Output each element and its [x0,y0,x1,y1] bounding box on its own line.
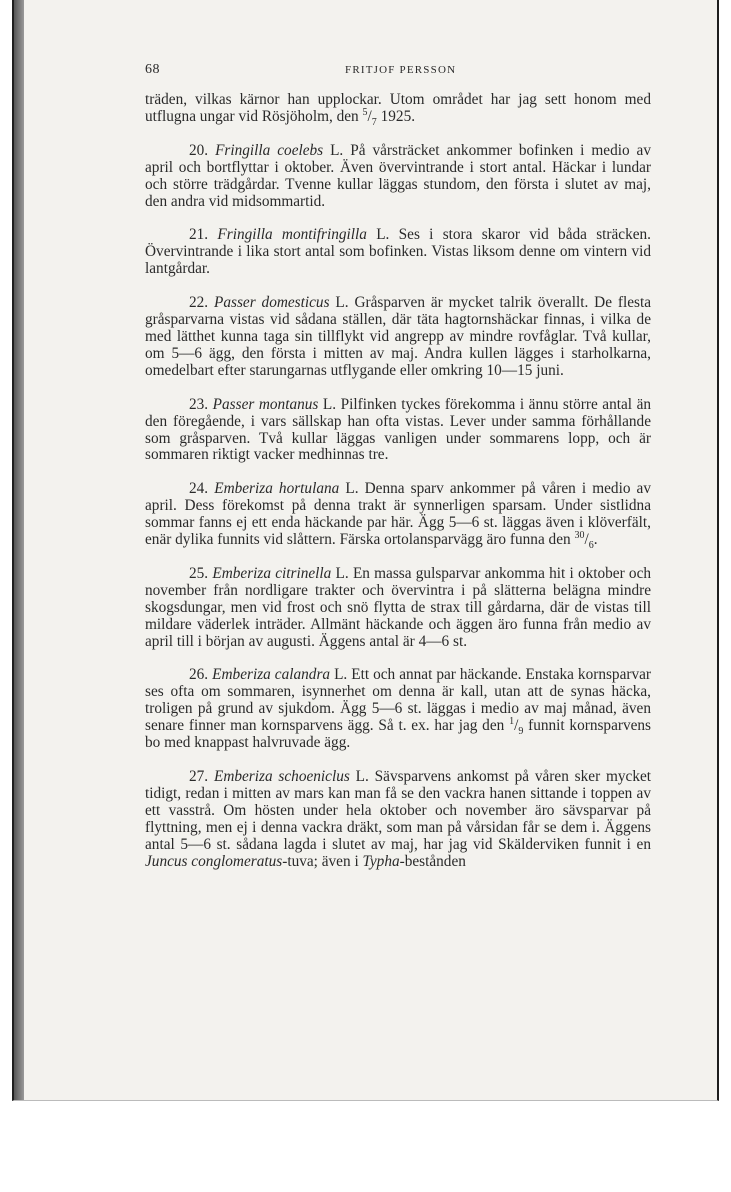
species-name: Emberiza schoeniclus [213,768,350,785]
date-denominator: 6 [588,540,594,552]
entry-24: 24. Emberiza hortulana L. Denna sparv ankommer på våren i medio av april. Dess förekomst på denna trakt är synnerligen sparsam. Under sistlidna sommar fanns ej ett enda häckande par här. Ägg 5—6 st. läggas även i klöverfält, enär dylika funnits vid slåttern. Färska ortolansparvägg äro funna den $^{30}/_6$. [145,480,651,552]
entry-number: 22. [189,294,209,312]
entry-text: Ses i stora skaror vid båda sträcken. Övervintrande i lika stort antal som bofinken. Vistas liksom denne om vintern vid lantgårdar. [145,226,651,278]
species-name: Emberiza hortulana [214,480,340,498]
species-name: Fringilla coelebs [215,141,324,159]
entry-number: 24. [189,480,209,498]
species-name: Fringilla montifringilla [217,226,367,244]
date-numerator: 5 [362,106,368,118]
species-name: Emberiza citrinella [212,564,332,582]
date-numerator: 1 [509,716,515,728]
entry-26: 26. Emberiza calandra L. Ett och annat par häckande. Enstaka kornsparvar ses ofta om sommaren, isynnerhet om denna är kall, utan att de synas häcka, troligen på grund av sjukdom. Ägg 5—6 st. läggas i medio av maj månad, även senare finner man kornsparvens ägg. Så t. ex. har jag den $^1/_9$ funnit kornsparvens bo med knappast halvruvade ägg. [145,666,651,752]
date-numerator: 30 [574,529,585,541]
entry-25: 25. Emberiza citrinella L. En massa gulsparvar ankomma hit i oktober och november från nordligare trakter och övervintra i på slätterna belägna mindre skogsdungar, men vid frost och snö flytta de strax till gårdarna, där de vistas till mildare väderlek inträder. Allmänt häckande och äggen äro funna från medio av april till i början av augusti. Äggens antal är 4—6 st. [145,564,652,650]
entry-23: 23. Passer montanus L. Pilfinken tyckes förekomma i ännu större antal än den föregående, i vars sällskap han ofta vistas. Lever under samma förhållande som gråsparven. Två kullar läggas vanligen under sommarens lopp, och är sommaren riktigt vacker medhinnas tre. [145,395,652,464]
entry-number: 21. [189,226,209,244]
page-number: 68 [145,62,160,77]
entry-number: 20. [189,141,209,159]
entry-22: 22. Passer domesticus L. Gråsparven är mycket talrik överallt. De flesta gråsparvarna vistas vid sådana ställen, där täta hagtornshäckar finnas, i vilka de med lätthet kunna taga sin tillflykt vid angrepp av mindre rovfåglar. Två kullar, om 5—6 ägg, den första i mitten av maj. Andra kullen lägges i starholkarna, omedelbart efter starungarnas utflygande eller omkring 10—15 juni. [145,294,651,379]
entry-number: 23. [189,395,209,413]
entry-text: Gråsparven är mycket talrik överallt. De flesta gråsparvarna vistas vid sådana ställen, där täta hagtornshäckar finnas, i vilka de med lätthet kunna taga sin tillflykt vid angrepp av mindre rovfåglar. Två kullar, om 5—6 ägg, den första i mitten av maj. Andra kullen lägges i starholkarna, omedelbart efter starungarnas utflygande eller omkring 10—15 juni. [145,294,651,379]
page-header [145,62,651,84]
entry-20: 20. Fringilla coelebs L. På vårsträcket ankommer bofinken i medio av april och bortflyttar i oktober. Även övervintrande i stort antal. Häckar i lundar och större trädgårdar. Tvenne kullar läggas stundom, den första i slutet av maj, den andra vid midsommartid. [145,141,651,210]
book-page [145,62,651,870]
genus-name: Typha [362,852,400,870]
species-name: Emberiza calandra [212,666,331,684]
entry-text: Pilfinken tyckes förekomma i ännu större antal än den föregående, i vars sällskap han ofta vistas. Lever under samma förhållande som gråsparven. Två kullar läggas vanligen under sommarens lopp, och är sommaren riktigt vacker medhinnas tre. [145,395,652,464]
intro-paragraph: träden, vilkas kärnor han upplockar. Utom området har jag sett honom med utflugna ungar vid Rösjöholm, den $^5/_7$ 1925. [145,91,651,128]
entry-text: Ett och annat par häckande. Enstaka kornsparvar ses ofta om sommaren, isynnerhet om denna är kall, utan att de synas häcka, troligen på grund av sjukdom. Ägg 5—6 st. läggas i medio av maj månad, även senare finner man kornsparvens ägg. Så t. ex. har jag den [145,666,651,735]
entry-number: 25. [189,564,209,582]
entry-21: 21. Fringilla montifringilla L. Ses i stora skaror vid båda sträcken. Övervintrande i lika stort antal som bofinken. Vistas liksom denne om vintern vid lantgårdar. [145,226,651,278]
entry-text: På vårsträcket ankommer bofinken i medio av april och bortflyttar i oktober. Även övervintrande i stort antal. Häckar i lundar och större trädgårdar. Tvenne kullar läggas stundom, den första i slutet av maj, den andra vid midsommartid. [145,141,651,210]
entry-number: 26. [189,666,209,684]
entry-text: En massa gulsparvar ankomma hit i oktober och november från nordligare trakter och övervintra i på slätterna belägna mindre skogsdungar, men vid frost och snö flytta de strax till gårdarna, där de vistas till mildare väderlek inträder. Allmänt häckande och äggen äro funna från medio av april till i början av augusti. Äggens antal är 4—6 st. [145,564,652,650]
species-name: Passer domesticus [214,294,330,312]
species-name: Passer montanus [212,395,319,413]
entry-text: Denna sparv ankommer på våren i medio av april. Dess förekomst på denna trakt är synnerligen sparsam. Under sistlidna sommar fanns ej ett enda häckande par här. Ägg 5—6 st. läggas även i klöverfält, enär dylika funnits vid slåttern. Färska ortolansparvägg äro funna den [145,480,651,549]
date-denominator: 9 [518,726,524,738]
binding-edge [14,0,24,1100]
entry-number: 27. [189,768,209,785]
entry-text: Sävsparvens ankomst på våren sker mycket tidigt, redan i mitten av mars kan man få se den vackra hanen sittande i toppen av ett vasstrå. Om hösten under hela oktober och november äro sävsparvar på flyttning, men ej i denna vackra dräkt, som man på vårsidan får se dem i. Äggens antal 5—6 st. sådana lagda i slutet av maj, har jag vid Skälderviken funnit i en [145,768,652,853]
genus-name: Juncus conglomeratus [145,852,283,870]
date-denominator: 7 [371,116,377,128]
running-head: FRITJOF PERSSON [345,64,457,76]
entry-27: 27. Emberiza schoeniclus L. Sävsparvens ankomst på våren sker mycket tidigt, redan i mitten av mars kan man få se den vackra hanen sittande i toppen av ett vasstrå. Om hösten under hela oktober och november äro sävsparvar på flyttning, men ej i denna vackra dräkt, som man på vårsidan får se dem i. Äggens antal 5—6 st. sådana lagda i slutet av maj, har jag vid Skälderviken funnit i en Juncus conglomeratus-tuva; även i Typha-bestånden [145,768,652,870]
